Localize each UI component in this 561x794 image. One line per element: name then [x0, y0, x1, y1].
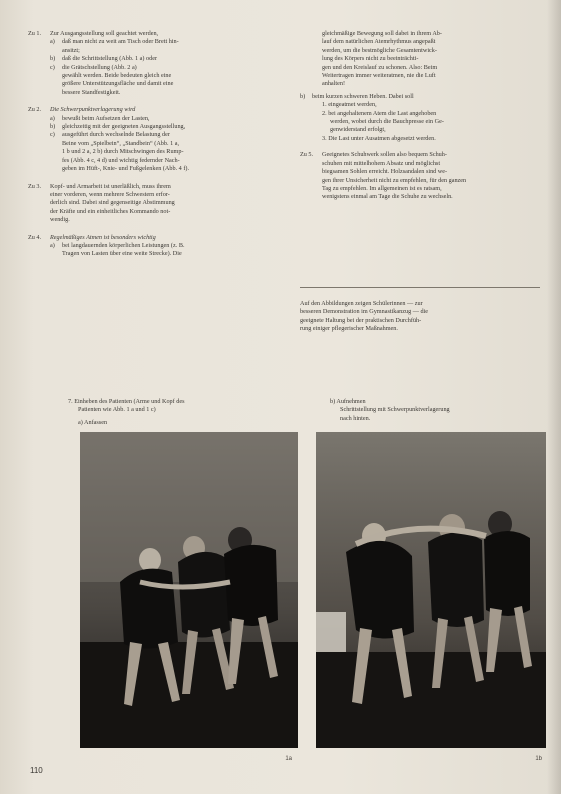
text-line: Geeignetes Schuhwerk sollen also bequem Schuh- — [322, 151, 447, 159]
text-line: lung des Körpers nicht zu beeinträchti- — [322, 55, 419, 63]
item-label: b) — [50, 123, 56, 131]
item-label: a) — [50, 241, 55, 249]
list-item — [50, 38, 278, 55]
text-line: Tragen von Lasten über eine weite Strecke). Die — [62, 250, 182, 258]
item-label: c) — [50, 63, 55, 71]
right-column — [300, 30, 548, 211]
text-line: Tag zu empfehlen. Im allgemeinen ist es ratsam, — [322, 184, 442, 192]
text-line: anhalten! — [322, 80, 346, 88]
text-line: beim kurzen schweren Heben. Dabei soll — [312, 92, 414, 100]
text-line: wenigstens einmal am Tage die Schuhe zu wechseln. — [322, 193, 453, 201]
caption-line: 7. Einheben des Patienten (Arme und Kopf des — [68, 398, 185, 405]
continuation-paragraph — [300, 30, 548, 89]
page-edge-shadow — [547, 0, 561, 794]
list-item — [50, 123, 278, 131]
caption-left — [68, 398, 288, 427]
caption-right — [330, 398, 530, 423]
text-line: 2. bei angehaltenem Atem die Last angehoben — [322, 109, 437, 117]
text-line: gleichzeitig mit der geeigneten Ausgangsstellung, — [62, 123, 186, 131]
section-3 — [28, 183, 278, 225]
section-5 — [300, 151, 548, 201]
text-line: größere Unterstützungsfläche und damit eine — [62, 80, 174, 88]
text-line: bessere Standfestigkeit. — [62, 88, 121, 96]
section-label: Zu 1. — [28, 30, 42, 37]
section-title: Die Schwerpunktverlagerung wird — [50, 106, 136, 114]
text-line: schuhen mit mittelhohem Absatz und möglichst — [322, 159, 441, 167]
item-label: b) — [300, 92, 306, 100]
text-line: daß die Schrittstellung (Abb. 1 a) oder — [62, 55, 158, 63]
text-line: gen ihrer Unsicherheit nicht zu empfehlen, für den ganzen — [322, 176, 467, 184]
text-line: werden, um die bestmögliche Gesamtentwick- — [322, 46, 437, 54]
text-line: geeignete Haltung bei der praktischen Durchfüh- — [300, 316, 422, 324]
text-line: rung einiger pflegerischer Maßnahmen. — [300, 325, 398, 333]
text-line: fes (Abb. 4 c, 4 d) und wichtig federnder Nach- — [62, 156, 180, 164]
text-line: geben im Hüft-, Knie- und Fußgelenken (Abb. 4 f). — [62, 165, 189, 173]
section-label: Zu 4. — [28, 233, 42, 241]
text-line: der Kräfte und ein einheitliches Kommando not- — [50, 207, 171, 215]
text-line: bewußt beim Aufsetzen der Lasten, — [62, 114, 150, 122]
caption-line: b) Aufnehmen — [330, 398, 366, 405]
caption-line: nach hinten. — [340, 414, 371, 422]
photo-left-image — [80, 432, 298, 748]
text-line: wendig. — [50, 216, 70, 224]
list-item — [50, 131, 278, 173]
text-line: biegsamen Sohlen erreicht. Holzsandalen sind we- — [322, 168, 448, 176]
section-label: Zu 5. — [300, 151, 314, 159]
note-paragraph — [300, 300, 545, 334]
section-4 — [28, 234, 278, 259]
text-line: genwiderstand erfolgt, — [330, 126, 386, 134]
text-line: lauf dem natürlichen Atemrhythmus angepaßt — [322, 38, 436, 46]
list-item-b — [300, 93, 548, 143]
item-label: b) — [50, 55, 56, 63]
text-line: Weitertragen immer weiteratmen, nie die Luft — [322, 72, 436, 80]
photo-number: 1a — [285, 756, 292, 762]
divider-rule — [300, 287, 540, 288]
page-number: 110 — [30, 766, 43, 775]
text-line: 1 b und 2 a, 2 b) durch Mitschwingen des Rump- — [62, 148, 184, 156]
text-line: Auf den Abbildungen zeigen Schülerinnen — zur — [300, 300, 423, 307]
text-line: bei langdauernden körperlichen Leistungen (z. B. — [62, 241, 185, 249]
text-line: gen und den Kreislauf zu schonen. Also: Beim — [322, 63, 438, 71]
text-line: daß man nicht zu weit am Tisch oder Brett hin- — [62, 38, 179, 46]
text-line: ausgeführt durch wechselnde Belastung der — [62, 131, 170, 139]
section-1 — [28, 30, 278, 97]
list-item — [50, 64, 278, 98]
text-line: 1. eingeatmet werden, — [322, 101, 377, 109]
photo-left — [80, 432, 298, 762]
text-line: einer vorderen, wenn mehrere Schwestern erfor- — [50, 190, 170, 198]
photo-right-image — [316, 432, 546, 748]
text-line: derlich sind. Dabei sind gegenseitige Abstimmung — [50, 199, 175, 207]
text-line: ansitzt; — [62, 46, 80, 54]
section-title: Zur Ausgangsstellung soll geachtet werden, — [50, 30, 159, 37]
text-line: die Grätschstellung (Abb. 2 a) — [62, 63, 137, 71]
caption-line: a) Anfassen — [78, 418, 108, 426]
caption-line: Patienten wie Abb. 1 a und 1 c) — [78, 406, 156, 414]
text-line: besseren Demonstration im Gymnastikanzug — die — [300, 308, 429, 316]
section-label: Zu 3. — [28, 182, 42, 190]
photo-number: 1b — [535, 756, 542, 762]
text-line: gleichmäßige Bewegung soll dabei in ihrem Ab- — [322, 30, 442, 37]
item-label: a) — [50, 38, 55, 46]
section-title: Regelmäßiges Atmen ist besonders wichtig — [50, 233, 156, 241]
text-line: werden, wobei durch die Bauchpresse ein Ge- — [330, 118, 444, 126]
text-line: 3. Die Last unter Ausatmen abgesetzt werden. — [322, 134, 436, 142]
caption-line: Schrittstellung mit Schwerpunktverlagerung — [340, 406, 450, 414]
list-item — [50, 115, 278, 123]
section-label: Zu 2. — [28, 106, 42, 114]
text-line: Kopf- und Armarbeit ist unerläßlich, muss ihrem — [50, 182, 171, 190]
text-line: Beine vom „Spielbein“, „Standbein“ (Abb. 1 a, — [62, 139, 180, 147]
photo-right — [316, 432, 546, 762]
item-label: c) — [50, 131, 55, 139]
list-item — [50, 55, 278, 63]
section-2 — [28, 106, 278, 173]
list-item — [50, 242, 278, 259]
left-column — [28, 30, 278, 268]
text-line: gewählt werden. Beide bedeuten gleich eine — [62, 72, 172, 80]
item-label: a) — [50, 114, 55, 122]
